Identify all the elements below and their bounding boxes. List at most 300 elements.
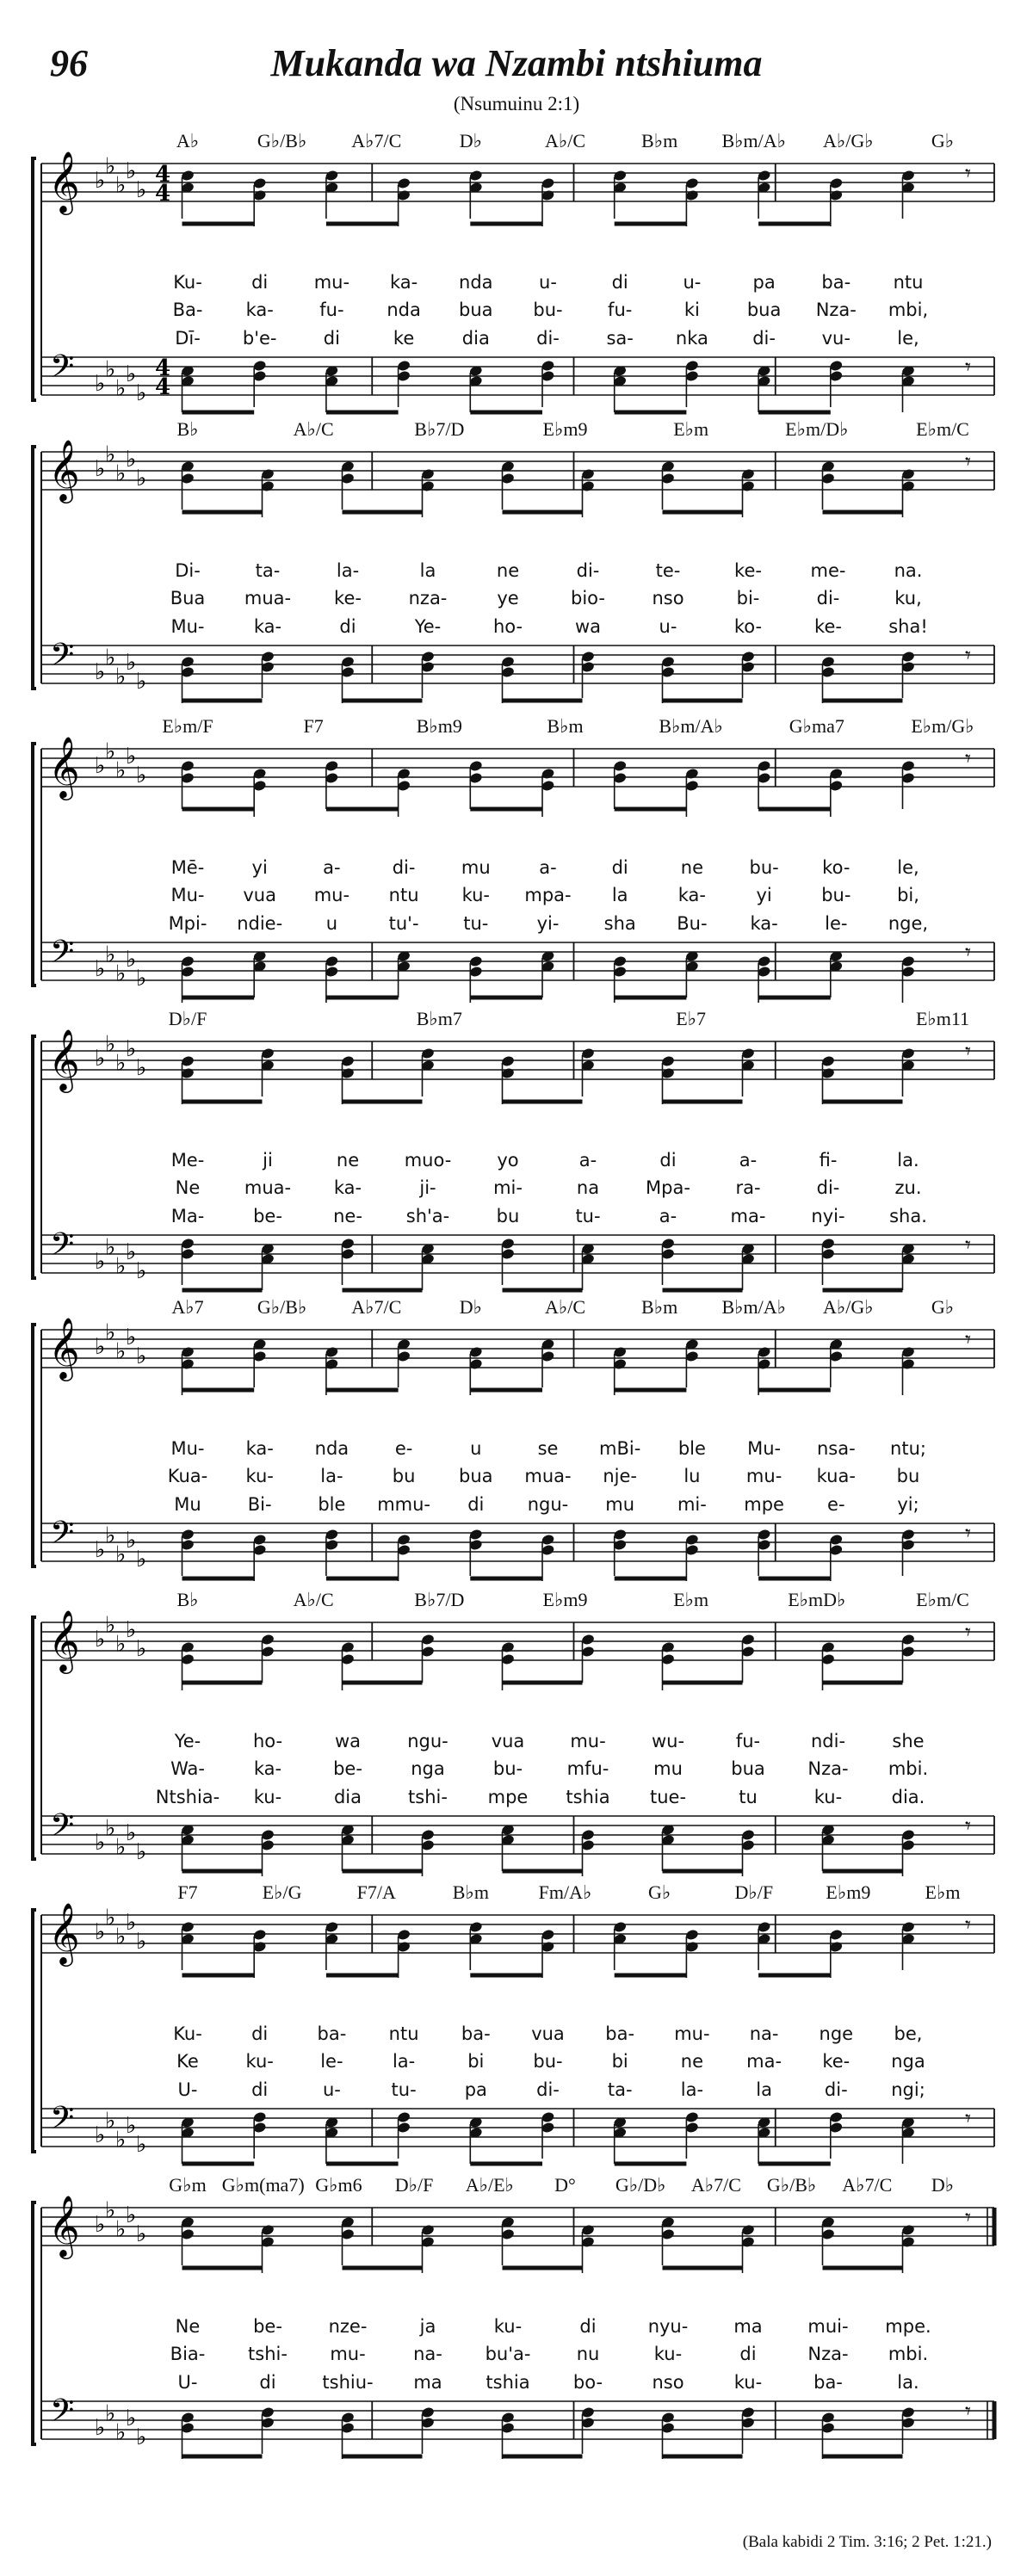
chord-symbol: D♭: [931, 2174, 955, 2196]
lyric-syllable: ndie-: [237, 913, 283, 934]
bass-clef-icon: 𝄢: [50, 1515, 75, 1559]
footer-note: (Bala kabidi 2 Tim. 3:16; 2 Pet. 1:21.): [742, 2533, 992, 2551]
chord-symbol: E♭m/F: [162, 715, 213, 737]
flat-icon: ♭: [105, 1234, 116, 1261]
lyric-syllable: Kua-: [167, 1466, 208, 1486]
flat-icon: ♭: [136, 1344, 147, 1369]
lyric-syllable: U-: [177, 2079, 198, 2100]
lyric-syllable: ba-: [461, 2023, 491, 2044]
lyric-syllable: di: [611, 857, 628, 878]
lyric-syllable: te-: [655, 560, 681, 581]
lyric-syllable: ka-: [750, 913, 778, 934]
lyric-syllable: ke: [393, 328, 415, 349]
flat-icon: ♭: [136, 380, 147, 406]
lyric-syllable: bu-: [533, 300, 563, 320]
chord-symbol: A♭/C: [544, 1296, 586, 1318]
lyric-syllable: yi: [251, 857, 268, 878]
flat-icon: ♭: [95, 1334, 106, 1360]
flat-icon: ♭: [105, 1905, 116, 1931]
lyric-syllable: la-: [336, 560, 360, 581]
lyric-syllable: la: [419, 560, 436, 581]
lyric-syllable: mu-: [313, 272, 350, 293]
flat-icon: ♭: [115, 460, 127, 487]
lyric-syllable: nge: [819, 2023, 854, 2044]
lyric-syllable: Bua: [170, 588, 206, 608]
lyric-syllable: mpe: [744, 1494, 784, 1515]
chord-symbol: G♭/D♭: [615, 2174, 666, 2196]
lyric-syllable: ka-: [253, 1758, 282, 1779]
lyric-syllable: fu-: [735, 1731, 761, 1751]
flat-icon: ♭: [115, 2127, 127, 2153]
lyric-syllable: Ntshia-: [155, 1787, 220, 1807]
lyric-syllable: dia.: [891, 1787, 925, 1807]
lyric-syllable: Ne: [175, 1177, 201, 1198]
chord-symbol: G♭m6: [315, 2174, 362, 2196]
lyric-syllable: mu: [653, 1758, 683, 1779]
lyric-syllable: Ke: [176, 2051, 199, 2072]
lyric-syllable: mfu-: [566, 1758, 609, 1779]
chord-symbol: A♭7/C: [842, 2174, 893, 2196]
bass-clef-icon: 𝄢: [50, 934, 75, 978]
lyric-syllable: bu-: [533, 2051, 563, 2072]
lyric-syllable: ra-: [735, 1177, 761, 1198]
time-signature-denominator: 4: [155, 374, 171, 400]
flat-icon: ♭: [105, 153, 116, 180]
bass-clef-icon: 𝄢: [50, 637, 75, 681]
lyric-syllable: Mu-: [170, 885, 205, 905]
lyric-syllable: ku-: [493, 2316, 523, 2337]
flat-icon: ♭: [115, 1338, 127, 1365]
music-system: [0, 1291, 1033, 1601]
lyric-syllable: bu: [496, 1206, 520, 1226]
flat-icon: ♭: [95, 1919, 106, 1945]
lyric-syllable: be-: [253, 2316, 282, 2337]
chord-symbol: A♭/C: [293, 418, 334, 440]
flat-icon: ♭: [126, 2113, 137, 2139]
hymn-number: 96: [50, 42, 88, 84]
flat-icon: ♭: [115, 1253, 127, 1280]
lyric-syllable: fu-: [319, 300, 344, 320]
chord-symbol: A♭/G♭: [823, 1296, 874, 1318]
flat-icon: ♭: [115, 172, 127, 199]
chord-symbol: Fm/A♭: [538, 1881, 592, 1903]
flat-icon: ♭: [105, 2108, 116, 2134]
flat-icon: ♭: [136, 2425, 147, 2450]
lyric-syllable: ki: [684, 300, 700, 320]
treble-clef-icon: 𝄞: [48, 2194, 80, 2257]
lyric-syllable: ku-: [653, 2344, 683, 2364]
chord-symbol: E♭m: [673, 418, 709, 440]
lyric-syllable: kua-: [816, 1466, 856, 1486]
lyric-syllable: a-: [539, 857, 557, 878]
flat-icon: ♭: [115, 1541, 127, 1568]
flat-icon: ♭: [115, 2419, 127, 2446]
flat-icon: ♭: [95, 1627, 106, 1652]
time-signature-numerator: 4: [155, 162, 171, 188]
lyric-syllable: ble: [677, 1438, 706, 1459]
lyric-syllable: ka-: [677, 885, 707, 905]
music-system: [0, 1003, 1033, 1313]
eighth-rest-icon: 𝄾: [965, 1912, 971, 1938]
flat-icon: ♭: [95, 168, 106, 194]
lyric-syllable: mu-: [745, 1466, 782, 1486]
lyric-syllable: yo: [497, 1150, 519, 1171]
lyric-syllable: le-: [320, 2051, 343, 2072]
chord-symbol: G♭/B♭: [766, 2174, 817, 2196]
lyric-syllable: Ma-: [170, 1206, 205, 1226]
bass-clef-icon: 𝄢: [50, 2393, 75, 2437]
time-signature-denominator: 4: [155, 181, 171, 207]
lyric-syllable: bi,: [897, 885, 919, 905]
lyric-syllable: di: [251, 2023, 269, 2044]
eighth-rest-icon: 𝄾: [965, 1039, 971, 1065]
lyric-syllable: di: [323, 328, 340, 349]
chord-symbol: G♭ma7: [789, 715, 844, 737]
lyric-syllable: vua: [531, 2023, 565, 2044]
lyric-syllable: ke-: [814, 616, 842, 637]
lyric-syllable: di-: [576, 560, 600, 581]
eighth-rest-icon: 𝄾: [965, 940, 971, 966]
chord-symbol: A♭7/C: [690, 2174, 741, 2196]
lyric-syllable: Mpa-: [646, 1177, 690, 1198]
eighth-rest-icon: 𝄾: [965, 746, 971, 772]
lyric-syllable: di: [611, 272, 628, 293]
eighth-rest-icon: 𝄾: [965, 1620, 971, 1646]
lyric-syllable: Nza-: [815, 300, 857, 320]
lyric-syllable: nze-: [328, 2316, 368, 2337]
lyric-syllable: ngi;: [891, 2079, 925, 2100]
lyric-syllable: di: [251, 2079, 269, 2100]
lyric-syllable: le-: [825, 913, 848, 934]
lyric-syllable: di: [739, 2344, 757, 2364]
flat-icon: ♭: [136, 763, 147, 788]
chord-symbol: B♭: [176, 1589, 199, 1610]
lyric-syllable: nsa-: [816, 1438, 856, 1459]
lyric-syllable: be-: [253, 1206, 282, 1226]
chord-symbol: F7/A: [356, 1881, 396, 1903]
chord-symbol: E♭m9: [542, 1589, 588, 1610]
flat-icon: ♭: [115, 757, 127, 784]
flat-icon: ♭: [136, 1055, 147, 1081]
lyric-syllable: Mu-: [170, 616, 205, 637]
lyric-syllable: tu-: [391, 2079, 417, 2100]
lyric-syllable: nu: [576, 2344, 600, 2364]
flat-icon: ♭: [95, 1249, 106, 1275]
chord-symbol: B♭m/A♭: [721, 130, 787, 151]
lyric-syllable: ble: [318, 1494, 346, 1515]
lyric-syllable: bu: [896, 1466, 920, 1486]
lyric-syllable: b'e-: [242, 328, 277, 349]
lyric-syllable: ku-: [461, 885, 490, 905]
staff-svg: [0, 710, 1033, 1020]
system-bracket: [33, 1910, 36, 2152]
lyric-syllable: Ye-: [174, 1731, 201, 1751]
flat-icon: ♭: [136, 966, 147, 991]
bass-clef-icon: 𝄢: [50, 2100, 75, 2144]
lyric-syllable: di-: [392, 857, 416, 878]
lyric-syllable: a-: [323, 857, 341, 878]
lyric-syllable: nda: [314, 1438, 349, 1459]
chord-symbol: A♭7/C: [351, 130, 402, 151]
lyric-syllable: ne: [496, 560, 520, 581]
lyric-syllable: e-: [827, 1494, 845, 1515]
flat-icon: ♭: [95, 753, 106, 779]
flat-icon: ♭: [95, 1830, 106, 1856]
flat-icon: ♭: [136, 2132, 147, 2158]
music-system: [0, 1584, 1033, 1893]
chord-symbol: A♭/G♭: [823, 130, 874, 151]
lyric-syllable: fi-: [819, 1150, 838, 1171]
lyric-syllable: u-: [539, 272, 557, 293]
lyric-syllable: se: [537, 1438, 559, 1459]
treble-clef-icon: 𝄞: [48, 1028, 80, 1090]
flat-icon: ♭: [136, 2221, 147, 2247]
lyric-syllable: ntu: [388, 2023, 419, 2044]
lyric-syllable: Ye-: [414, 616, 442, 637]
flat-icon: ♭: [95, 2415, 106, 2441]
lyric-syllable: dia: [461, 328, 490, 349]
lyric-syllable: sh'a-: [405, 1206, 450, 1226]
lyric-syllable: tu: [739, 1787, 758, 1807]
lyric-syllable: Di-: [175, 560, 201, 581]
lyric-syllable: mua-: [244, 588, 292, 608]
lyric-syllable: ta-: [607, 2079, 633, 2100]
chord-symbol: B♭m/A♭: [721, 1296, 787, 1318]
flat-icon: ♭: [105, 2400, 116, 2427]
lyric-syllable: Ku-: [173, 272, 202, 293]
lyric-syllable: ntu: [388, 885, 419, 905]
lyric-syllable: ke-: [822, 2051, 851, 2072]
flat-icon: ♭: [126, 447, 137, 473]
lyric-syllable: mbi.: [888, 1758, 929, 1779]
lyric-syllable: na: [576, 1177, 600, 1198]
lyric-syllable: tshia: [566, 1787, 610, 1807]
lyric-syllable: me-: [810, 560, 846, 581]
lyric-syllable: ne: [680, 2051, 704, 2072]
lyric-syllable: Mu: [174, 1494, 201, 1515]
chord-symbol: G♭: [931, 130, 955, 151]
lyric-syllable: muo-: [404, 1150, 452, 1171]
lyric-syllable: nso: [652, 588, 684, 608]
lyric-syllable: la: [756, 2079, 772, 2100]
lyric-syllable: tu'-: [388, 913, 419, 934]
lyric-syllable: sha!: [888, 616, 928, 637]
lyric-syllable: nga: [891, 2051, 925, 2072]
flat-icon: ♭: [126, 158, 137, 184]
lyric-syllable: nje-: [603, 1466, 638, 1486]
chord-symbol: E♭mD♭: [788, 1589, 846, 1610]
chord-symbol: E♭m/D♭: [785, 418, 849, 440]
lyric-syllable: Nza-: [807, 2344, 849, 2364]
lyric-syllable: mu: [461, 857, 491, 878]
lyric-syllable: mmu-: [377, 1494, 430, 1515]
lyric-syllable: mbi.: [888, 2344, 929, 2364]
lyric-syllable: na-: [413, 2344, 442, 2364]
lyric-syllable: ho-: [252, 1731, 283, 1751]
system-bracket: [33, 1036, 36, 1278]
chord-symbol: E♭m/G♭: [911, 715, 974, 737]
lyric-syllable: ndi-: [810, 1731, 846, 1751]
chord-symbol: B♭m/A♭: [659, 715, 723, 737]
flat-icon: ♭: [95, 659, 106, 685]
lyric-syllable: Mpi-: [168, 913, 207, 934]
flat-icon: ♭: [126, 361, 137, 387]
lyric-syllable: bo-: [572, 2372, 603, 2393]
bass-clef-icon: 𝄢: [50, 1226, 75, 1270]
lyric-syllable: Ba-: [172, 300, 203, 320]
lyric-syllable: mu-: [313, 885, 350, 905]
chord-symbol: A♭/C: [544, 130, 586, 151]
flat-icon: ♭: [136, 466, 147, 491]
music-system: [0, 1876, 1033, 2186]
lyric-syllable: ji-: [419, 1177, 436, 1198]
flat-icon: ♭: [105, 1031, 116, 1058]
flat-icon: ♭: [126, 2202, 137, 2228]
music-system: [0, 413, 1033, 723]
treble-clef-icon: 𝄞: [48, 1901, 80, 1964]
eighth-rest-icon: 𝄾: [965, 355, 971, 380]
chord-symbol: A♭/E♭: [465, 2174, 514, 2196]
eighth-rest-icon: 𝄾: [965, 643, 971, 669]
flat-icon: ♭: [115, 961, 127, 987]
lyric-syllable: yi;: [897, 1494, 919, 1515]
lyric-syllable: ta-: [255, 560, 281, 581]
lyric-syllable: bu-: [492, 1758, 523, 1779]
lyric-syllable: vu-: [821, 328, 851, 349]
lyric-syllable: tu-: [575, 1206, 601, 1226]
chord-symbol: G♭: [647, 1881, 671, 1903]
system-bracket: [33, 744, 36, 985]
chord-symbol: G♭m(ma7): [221, 2174, 305, 2196]
chord-symbol: G♭m: [169, 2174, 207, 2196]
lyric-syllable: le,: [897, 328, 919, 349]
lyric-syllable: bu'a-: [485, 2344, 531, 2364]
flat-icon: ♭: [105, 1523, 116, 1549]
flat-icon: ♭: [105, 442, 116, 468]
lyric-syllable: mBi-: [599, 1438, 641, 1459]
lyric-syllable: bio-: [571, 588, 605, 608]
lyric-syllable: tshi-: [408, 1787, 448, 1807]
chord-symbol: F7: [303, 715, 324, 737]
lyric-syllable: na-: [749, 2023, 779, 2044]
eighth-rest-icon: 𝄾: [965, 2205, 971, 2231]
lyric-syllable: ka-: [333, 1177, 362, 1198]
lyric-syllable: la-: [392, 2051, 416, 2072]
lyric-syllable: a-: [659, 1206, 677, 1226]
lyric-syllable: wa: [574, 616, 602, 637]
lyric-syllable: u: [470, 1438, 482, 1459]
lyric-syllable: Bu-: [677, 913, 708, 934]
flat-icon: ♭: [115, 1050, 127, 1077]
lyric-syllable: yi: [756, 885, 772, 905]
lyric-syllable: mu: [605, 1494, 635, 1515]
chord-symbol: E♭m: [673, 1589, 709, 1610]
lyric-syllable: ne: [680, 857, 704, 878]
lyric-syllable: tshia: [486, 2372, 530, 2393]
flat-icon: ♭: [126, 1036, 137, 1062]
lyric-syllable: vua: [491, 1731, 525, 1751]
lyric-syllable: ji: [263, 1150, 273, 1171]
lyric-syllable: nka: [675, 328, 708, 349]
flat-icon: ♭: [126, 744, 137, 769]
lyric-syllable: u-: [659, 616, 677, 637]
bass-clef-icon: 𝄢: [50, 1807, 75, 1851]
system-bracket: [33, 447, 36, 689]
lyric-syllable: ke-: [334, 588, 362, 608]
lyric-syllable: di: [339, 616, 356, 637]
flat-icon: ♭: [126, 947, 137, 973]
lyric-syllable: ku-: [245, 2051, 274, 2072]
lyric-syllable: nda: [387, 300, 421, 320]
lyric-syllable: di: [579, 2316, 597, 2337]
lyric-syllable: vua: [243, 885, 276, 905]
lyric-syllable: mpe.: [885, 2316, 931, 2337]
lyric-syllable: di-: [824, 2079, 848, 2100]
lyric-syllable: mu-: [570, 1731, 606, 1751]
flat-icon: ♭: [105, 1815, 116, 1842]
chord-symbol: A♭7: [171, 1296, 204, 1318]
lyric-syllable: ka-: [253, 616, 282, 637]
lyric-syllable: ka-: [389, 272, 418, 293]
treble-clef-icon: 𝄞: [48, 150, 80, 213]
lyric-syllable: ma: [733, 2316, 763, 2337]
flat-icon: ♭: [115, 1631, 127, 1658]
music-system: [0, 710, 1033, 1020]
lyric-syllable: u-: [322, 2079, 341, 2100]
time-signature-numerator: 4: [155, 355, 171, 381]
lyric-syllable: a-: [739, 1150, 758, 1171]
chord-symbol: F7: [177, 1881, 198, 1903]
eighth-rest-icon: 𝄾: [965, 1232, 971, 1258]
treble-clef-icon: 𝄞: [48, 438, 80, 501]
lyric-syllable: ntu: [893, 272, 924, 293]
lyric-syllable: mpa-: [524, 885, 572, 905]
flat-icon: ♭: [136, 1258, 147, 1284]
chord-symbol: A♭: [176, 130, 200, 151]
chord-symbol: B♭m: [547, 715, 584, 737]
lyric-syllable: bua: [459, 300, 493, 320]
staff-svg: [0, 1291, 1033, 1601]
eighth-rest-icon: 𝄾: [965, 1521, 971, 1547]
lyric-syllable: mua-: [244, 1177, 292, 1198]
lyric-syllable: di-: [752, 328, 776, 349]
flat-icon: ♭: [136, 177, 147, 203]
lyric-syllable: tue-: [649, 1787, 687, 1807]
lyric-syllable: ba-: [605, 2023, 635, 2044]
chord-symbol: A♭7/C: [351, 1296, 402, 1318]
lyric-syllable: mu-: [674, 2023, 710, 2044]
chord-symbol: G♭/B♭: [257, 130, 307, 151]
flat-icon: ♭: [105, 2197, 116, 2224]
flat-icon: ♭: [126, 650, 137, 676]
lyric-syllable: u-: [683, 272, 702, 293]
music-system: [0, 125, 1033, 435]
lyric-syllable: bua: [459, 1466, 493, 1486]
lyric-syllable: Ku-: [173, 2023, 202, 2044]
lyric-syllable: pa: [752, 272, 776, 293]
lyric-syllable: mbi,: [888, 300, 929, 320]
treble-clef-icon: 𝄞: [48, 1316, 80, 1379]
chord-symbol: E♭m/C: [916, 1589, 969, 1610]
lyric-syllable: ke-: [734, 560, 762, 581]
chord-symbol: G♭/B♭: [257, 1296, 307, 1318]
chord-symbol: E♭m/C: [916, 418, 969, 440]
lyric-syllable: di-: [816, 1177, 840, 1198]
lyric-syllable: be-: [333, 1758, 362, 1779]
chord-symbol: D♭: [459, 1296, 483, 1318]
lyric-syllable: bua: [746, 300, 782, 320]
lyric-syllable: ba-: [317, 2023, 347, 2044]
